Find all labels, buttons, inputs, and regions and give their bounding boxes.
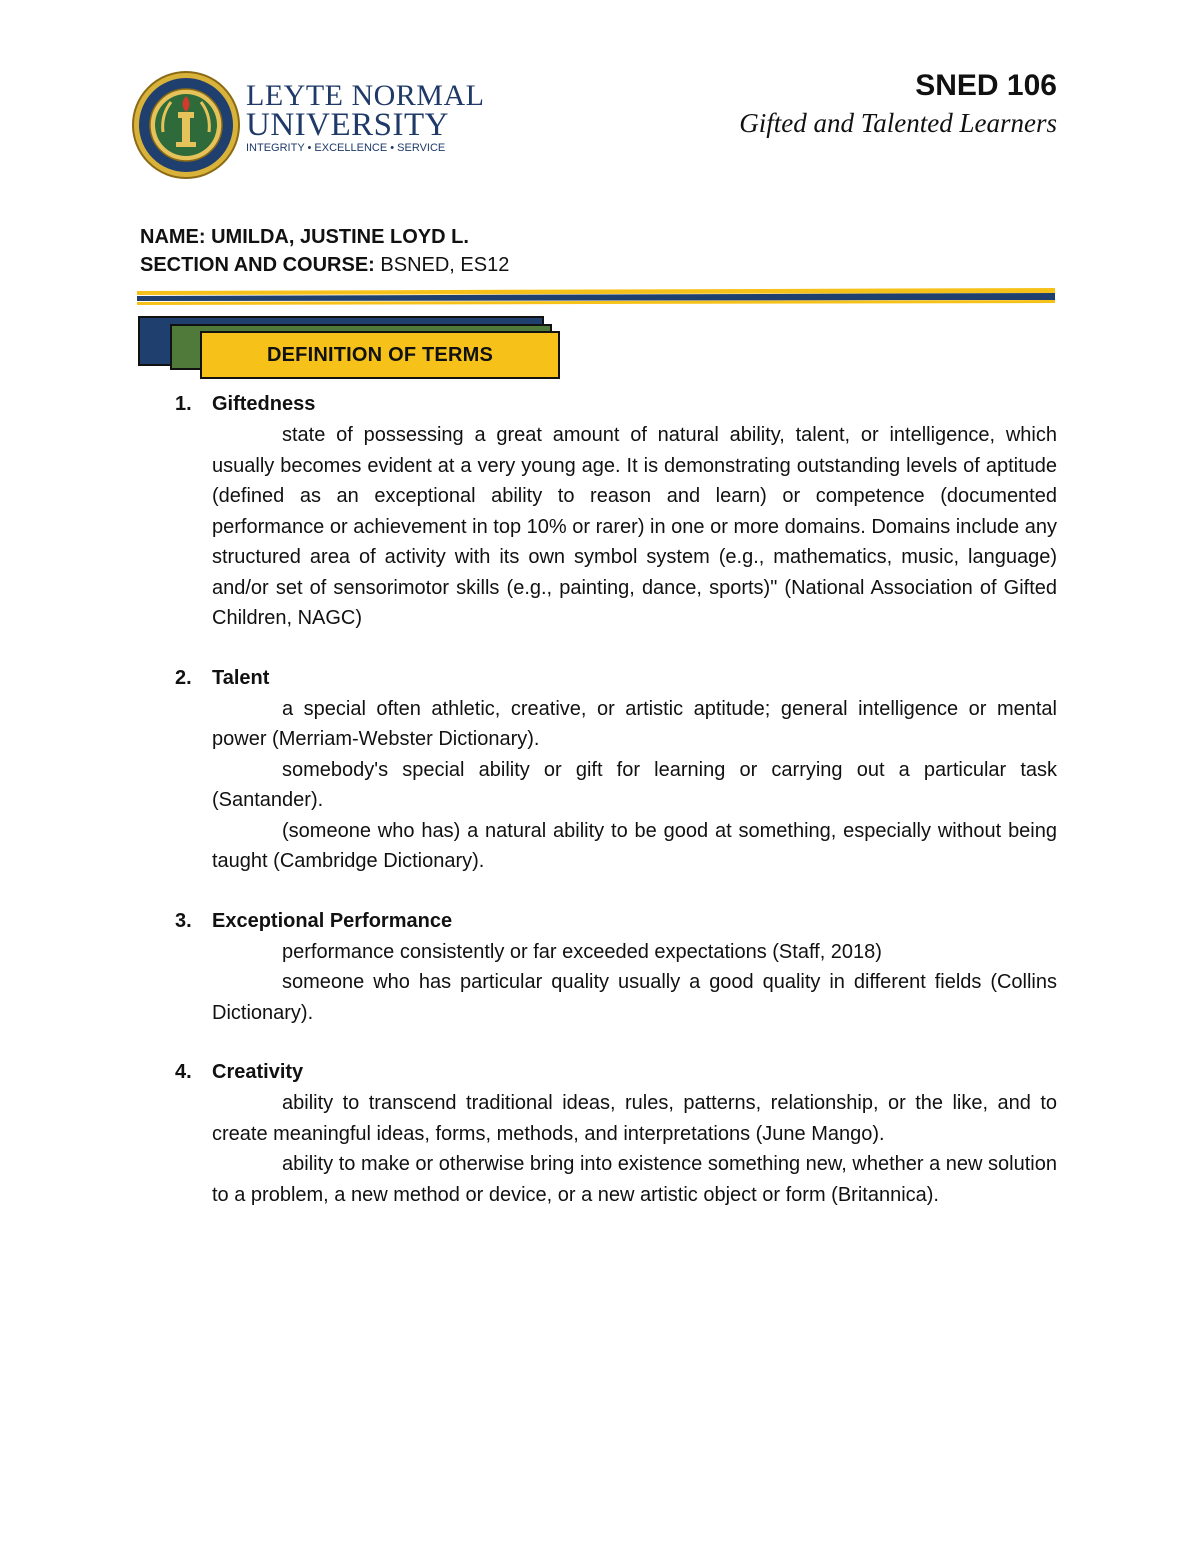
term-item xyxy=(0,663,1200,877)
name-label: NAME: xyxy=(140,226,206,248)
university-name-line1: LEYTE NORMAL xyxy=(246,79,485,112)
university-wordmark xyxy=(246,79,485,155)
university-motto: INTEGRITY • EXCELLENCE • SERVICE xyxy=(246,142,446,154)
section-value: BSNED, ES12 xyxy=(380,254,510,276)
student-name-line xyxy=(140,223,469,251)
term-title: Creativity xyxy=(212,1061,304,1083)
university-name-line2: UNIVERSITY xyxy=(246,107,449,143)
course-title: Gifted and Talented Learners xyxy=(739,108,1057,138)
header-divider xyxy=(137,287,1055,307)
term-definition: a special often athletic, creative, or artistic aptitude; general intelligence or mental power (Merriam-Webster Dictionary). xyxy=(212,697,1057,750)
term-definition: somebody's special ability or gift for learning or carrying out a particular task (Santander). xyxy=(212,758,1057,811)
name-value: UMILDA, JUSTINE LOYD L. xyxy=(211,226,469,248)
section-heading-text: DEFINITION OF TERMS xyxy=(266,343,494,366)
term-item xyxy=(0,389,1200,634)
section-label: SECTION AND COURSE: xyxy=(140,254,375,276)
term-title: Exceptional Performance xyxy=(212,909,453,932)
term-number: 4. xyxy=(175,1061,192,1083)
term-definition: state of possessing a great amount of natural ability, talent, or intelligence, which usually becomes evident at a very young age. It is demonstrating outstanding levels of aptitude (defined as an exceptional ability to reason and learn) or competence (documented performance or achievement in top 10% or rarer) in one or more domains. Domains include any structured area of activity with its own symbol system (e.g., mathematics, music, language) and/or set of sensorimotor skills (e.g., painting, dance, sports)" (National Association of Gifted Children, NAGC) xyxy=(212,424,1057,629)
term-definition: (someone who has) a natural ability to be good at something, especially without being taught (Cambridge Dictionary). xyxy=(212,819,1057,872)
terms-list xyxy=(0,389,1200,1239)
term-number: 2. xyxy=(175,666,192,689)
term-definition: performance consistently or far exceeded expectations (Staff, 2018) xyxy=(282,940,882,963)
term-item xyxy=(0,1057,1200,1210)
term-item xyxy=(0,906,1200,1029)
term-title: Talent xyxy=(212,666,270,689)
term-number: 1. xyxy=(175,393,192,415)
term-title: Giftedness xyxy=(212,393,316,415)
term-definition: ability to make or otherwise bring into existence something new, whether a new solution to a problem, a new method or device, or a new artistic object or form (Britannica). xyxy=(212,1153,1057,1206)
course-code: SNED 106 xyxy=(915,69,1057,102)
term-number: 3. xyxy=(175,909,192,932)
term-definition: someone who has particular quality usually a good quality in different fields (Collins Dictionary). xyxy=(212,971,1057,1024)
university-seal-logo xyxy=(131,70,241,180)
section-course-line xyxy=(140,251,509,279)
term-definition: ability to transcend traditional ideas, rules, patterns, relationship, or the like, and to create meaningful ideas, forms, methods, and interpretations (June Mango). xyxy=(212,1092,1057,1145)
section-heading xyxy=(200,331,560,379)
